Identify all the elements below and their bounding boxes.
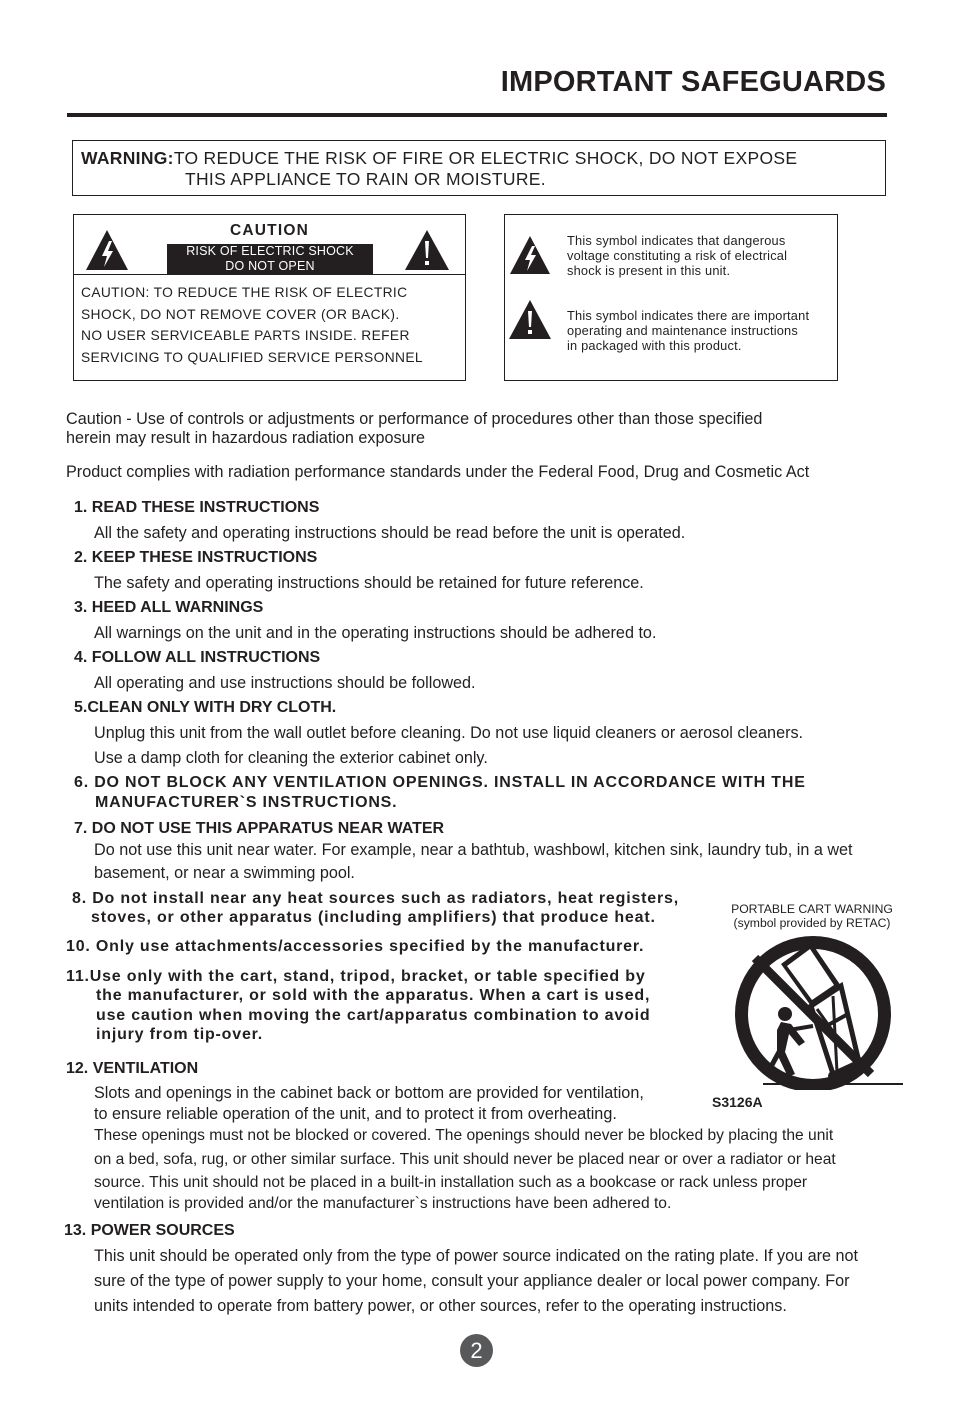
caution-divider xyxy=(74,274,465,275)
item-12-heading: 12. VENTILATION xyxy=(66,1060,199,1077)
item-5-heading: 5.CLEAN ONLY WITH DRY CLOTH. xyxy=(74,699,337,716)
item-13-text: sure of the type of power supply to your home, consult your appliance dealer or local power company. For xyxy=(94,1272,850,1290)
description-line: This symbol indicates that dangerous xyxy=(567,233,786,248)
item-11-heading: injury from tip-over. xyxy=(96,1026,264,1043)
description-line: shock is present in this unit. xyxy=(567,263,731,278)
item-4-text: All operating and use instructions should be followed. xyxy=(94,674,476,692)
portable-cart-warning-icon xyxy=(733,934,905,1090)
item-13-text: units intended to operate from battery power, or other sources, refer to the operating instructions. xyxy=(94,1297,787,1315)
symbol-explanation-box xyxy=(504,214,838,381)
item-12-text: Slots and openings in the cabinet back or bottom are provided for ventilation, xyxy=(94,1084,644,1102)
exclamation-symbol-icon xyxy=(508,299,552,340)
item-8-heading: stoves, or other apparatus (including amplifiers) that produce heat. xyxy=(91,909,656,926)
warning-text-2: THIS APPLIANCE TO RAIN OR MOISTURE. xyxy=(185,169,546,189)
cart-caption-line: (symbol provided by RETAC) xyxy=(733,916,891,930)
item-10-heading: 10. Only use attachments/accessories specified by the manufacturer. xyxy=(66,938,645,955)
description-line: operating and maintenance instructions xyxy=(567,323,798,338)
item-12-text: source. This unit should not be placed in a built-in installation such as a bookcase or rack unless proper xyxy=(94,1174,808,1191)
risk-banner xyxy=(167,244,373,275)
cart-code: S3126A xyxy=(712,1094,763,1110)
description-line: in packaged with this product. xyxy=(567,338,742,353)
item-3-text: All warnings on the unit and in the operating instructions should be adhered to. xyxy=(94,624,657,642)
item-6-heading: MANUFACTURER`S INSTRUCTIONS. xyxy=(95,794,398,811)
item-11-heading: 11.Use only with the cart, stand, tripod, bracket, or table specified by xyxy=(66,968,646,985)
description-line: This symbol indicates there are important xyxy=(567,308,810,323)
item-7-text: basement, or near a swimming pool. xyxy=(94,864,355,882)
item-11-heading: the manufacturer, or sold with the apparatus. When a cart is used, xyxy=(96,987,651,1004)
item-3-heading: 3. HEED ALL WARNINGS xyxy=(74,599,264,616)
caution-body-line: SERVICING TO QUALIFIED SERVICE PERSONNEL xyxy=(81,349,423,365)
item-1-text: All the safety and operating instructions should be read before the unit is operated. xyxy=(94,524,686,542)
warning-label: WARNING: xyxy=(81,148,174,168)
item-12-text: ventilation is provided and/or the manufacturer`s instructions have been adhered to. xyxy=(94,1195,672,1212)
caution-label-box xyxy=(73,214,466,381)
page-number-badge: 2 xyxy=(460,1334,493,1367)
caution-body-line: CAUTION: TO REDUCE THE RISK OF ELECTRIC xyxy=(81,285,408,300)
lightning-symbol-icon xyxy=(509,235,551,275)
item-4-heading: 4. FOLLOW ALL INSTRUCTIONS xyxy=(74,649,321,666)
item-12-text: These openings must not be blocked or covered. The openings should never be blocked by placing the unit xyxy=(94,1127,834,1144)
compliance-statement: Product complies with radiation performance standards under the Federal Food, Drug and Cosmetic Act xyxy=(66,463,810,481)
item-7-text: Do not use this unit near water. For example, near a bathtub, washbowl, kitchen sink, laundry tub, in a wet xyxy=(94,841,853,859)
risk-line-1: RISK OF ELECTRIC SHOCK xyxy=(186,244,354,258)
item-5-text: Use a damp cloth for cleaning the exterior cabinet only. xyxy=(94,749,488,767)
paragraph-line: Caution - Use of controls or adjustments or performance of procedures other than those specified xyxy=(66,410,763,428)
item-2-text: The safety and operating instructions should be retained for future reference. xyxy=(94,574,644,592)
item-7-heading: 7. DO NOT USE THIS APPARATUS NEAR WATER xyxy=(74,820,445,837)
item-13-text: This unit should be operated only from the type of power source indicated on the rating plate. If you are not xyxy=(94,1247,858,1265)
item-13-heading: 13. POWER SOURCES xyxy=(64,1222,235,1239)
warning-line-1 xyxy=(81,148,797,169)
item-1-heading: 1. READ THESE INSTRUCTIONS xyxy=(74,499,320,516)
page-title: IMPORTANT SAFEGUARDS xyxy=(500,66,886,98)
exclamation-description xyxy=(567,308,809,353)
item-2-heading: 2. KEEP THESE INSTRUCTIONS xyxy=(74,549,318,566)
description-line: voltage constituting a risk of electrical xyxy=(567,248,788,263)
item-6-heading: 6. DO NOT BLOCK ANY VENTILATION OPENINGS. INSTALL IN ACCORDANCE WITH THE xyxy=(74,774,806,791)
item-11-heading: use caution when moving the cart/apparatus combination to avoid xyxy=(96,1007,651,1024)
warning-text-1: TO REDUCE THE RISK OF FIRE OR ELECTRIC SHOCK, DO NOT EXPOSE xyxy=(173,148,798,168)
paragraph-line: herein may result in hazardous radiation exposure xyxy=(66,429,426,447)
item-12-text: on a bed, sofa, rug, or other similar surface. This unit should never be placed near or over a radiator or heat xyxy=(94,1151,836,1168)
title-divider xyxy=(67,113,887,117)
caution-body-line: SHOCK, DO NOT REMOVE COVER (OR BACK). xyxy=(81,306,400,322)
cart-warning-caption xyxy=(712,902,912,930)
item-12-text: to ensure reliable operation of the unit, and to protect it from overheating. xyxy=(94,1105,617,1123)
caution-body xyxy=(81,282,423,368)
risk-line-2: DO NOT OPEN xyxy=(225,259,315,273)
item-5-text: Unplug this unit from the wall outlet before cleaning. Do not use liquid cleaners or aerosol cleaners. xyxy=(94,724,804,742)
item-8-heading: 8. Do not install near any heat sources such as radiators, heat registers, xyxy=(72,890,679,907)
caution-title: CAUTION xyxy=(229,222,309,239)
cart-caption-line: PORTABLE CART WARNING xyxy=(731,902,893,916)
exclamation-warning-icon xyxy=(404,229,450,271)
caution-body-line: NO USER SERVICEABLE PARTS INSIDE. REFER xyxy=(81,328,410,343)
lightning-description xyxy=(567,233,787,278)
warning-box xyxy=(72,140,886,196)
caution-paragraph xyxy=(66,410,762,448)
